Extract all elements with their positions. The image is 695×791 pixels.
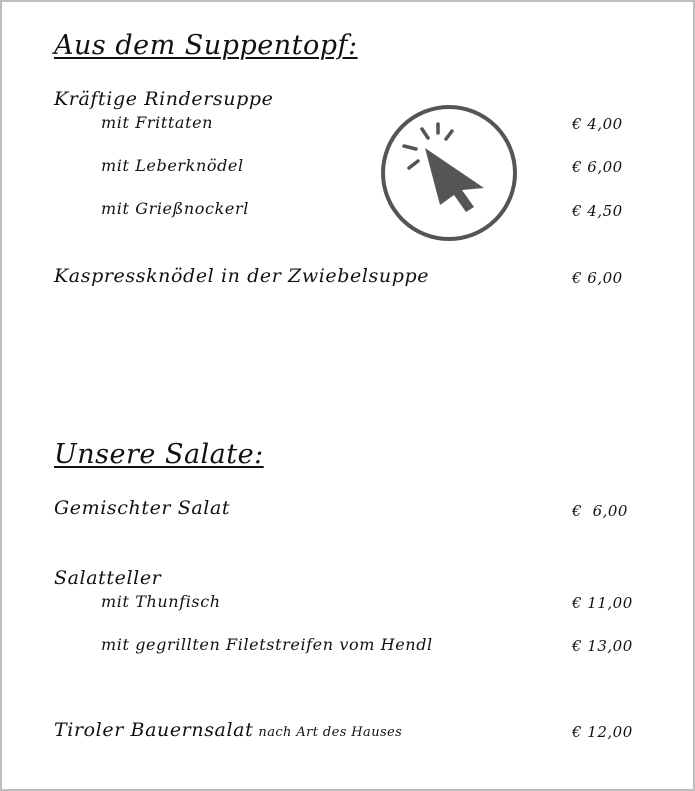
- kaspress-name: Kaspressknödel in der Zwiebelsuppe: [54, 265, 430, 287]
- gemischter-salat-name: Gemischter Salat: [54, 497, 231, 519]
- thunfisch-name: mit Thunfisch: [101, 592, 221, 611]
- salads-heading: Unsere Salate:: [54, 439, 264, 470]
- leberknoedel-name: mit Leberknödel: [101, 156, 244, 175]
- griessnockerl-price: € 4,50: [572, 202, 623, 220]
- tiroler-line: [54, 719, 402, 741]
- tiroler-note: nach Art des Hauses: [258, 725, 403, 740]
- salatteller-name: Salatteller: [54, 567, 162, 589]
- thunfisch-price: € 11,00: [572, 594, 633, 612]
- kaspress-price: € 6,00: [572, 269, 623, 287]
- gemischter-salat-price: € 6,00: [572, 502, 628, 520]
- rindersuppe-name: Kräftige Rindersuppe: [54, 88, 274, 110]
- griessnockerl-name: mit Grießnockerl: [101, 199, 249, 218]
- leberknoedel-price: € 6,00: [572, 158, 623, 176]
- soups-heading: Aus dem Suppentopf:: [54, 30, 358, 61]
- tiroler-price: € 12,00: [572, 723, 633, 741]
- hendl-name: mit gegrillten Filetstreifen vom Hendl: [101, 635, 433, 654]
- click-cursor-icon: [380, 104, 518, 242]
- tiroler-name: Tiroler Bauernsalat: [54, 719, 254, 741]
- hendl-price: € 13,00: [572, 637, 633, 655]
- frittaten-price: € 4,00: [572, 115, 623, 133]
- frittaten-name: mit Frittaten: [101, 113, 214, 132]
